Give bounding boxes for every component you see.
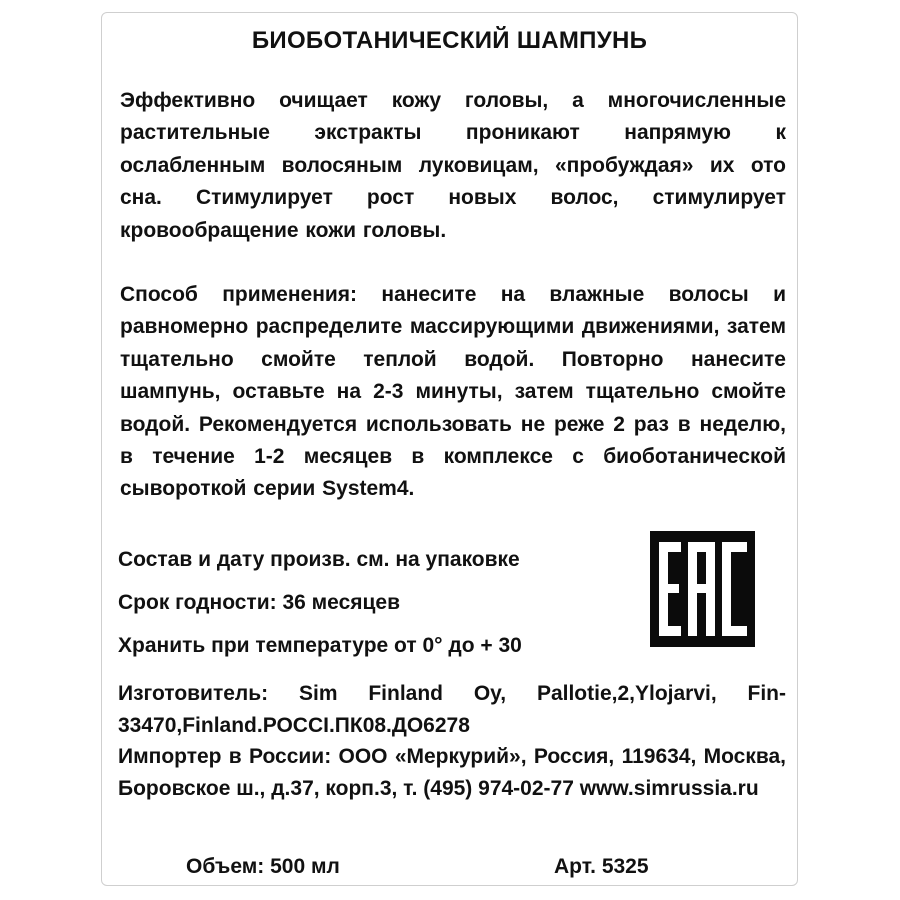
product-label [101, 12, 798, 886]
usage-instructions: Способ применения: нанесите на влажные волосы и равномерно распределите массирующими движениями, затем тщательно смойте теплой водой. Повторно нанесите шампунь, оставьте на 2-3 минуты, затем тщательно смойте водой. Рекомендуется использовать не реже 2 раз в неделю, в течение 1-2 месяцев в комплексе с биоботанической сывороткой серии System4. [120, 283, 786, 501]
article-number: Арт. 5325 [554, 855, 649, 878]
manufacturer-info: Изготовитель: Sim Finland Oy, Pallotie,2,Ylojarvi, Fin-33470,Finland.РОССI.ПК08.ДО6278 [118, 682, 786, 737]
product-title: БИОБОТАНИЧЕСКИЙ ШАМПУНЬ [251, 27, 648, 54]
product-description: Эффективно очищает кожу головы, а многочисленные растительные экстракты проникают напрямую к ослабленным волосяным луковицам, «пробуждая» их ото сна. Стимулирует рост новых волос, стимулирует кровообращение кожи головы. [120, 89, 786, 242]
eac-mark-icon [650, 531, 755, 647]
composition-note: Состав и дату произв. см. на упаковке [118, 548, 520, 571]
storage-conditions: Хранить при температуре от 0° до + 30 [118, 634, 522, 657]
volume: Объем: 500 мл [186, 855, 340, 878]
importer-info: Импортер в России: ООО «Меркурий», Россия, 119634, Москва, Боровское ш., д.37, корп.3, т. (495) 974-02-77 www.simrussia.ru [118, 745, 786, 800]
shelf-life: Срок годности: 36 месяцев [118, 591, 401, 614]
